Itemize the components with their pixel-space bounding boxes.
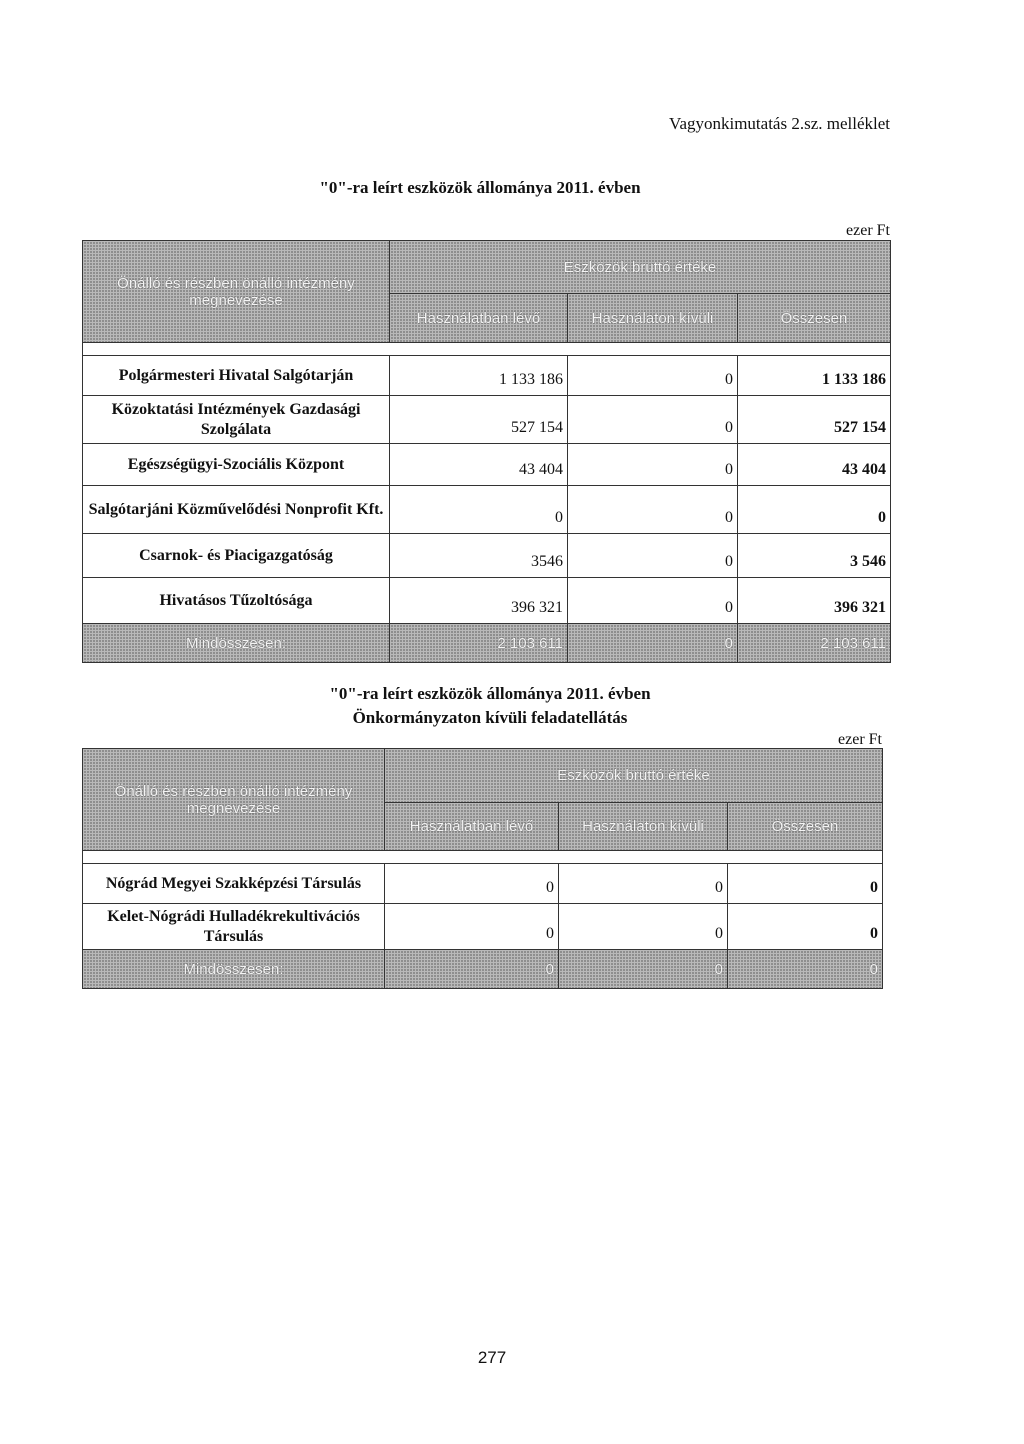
header-out-of-use: Használaton kívüli [559, 803, 728, 851]
total-label: Mindösszesen: [83, 624, 390, 663]
annex-label: Vagyonkimutatás 2.sz. melléklet [669, 114, 890, 133]
value-in-use: 0 [390, 486, 568, 534]
institution-name: Kelet-Nógrádi Hulladékrekultivációs Társulás [83, 904, 385, 950]
value-in-use: 3546 [390, 534, 568, 578]
value-out-of-use: 0 [568, 534, 738, 578]
value-out-of-use: 0 [559, 904, 728, 950]
total-in-use: 0 [385, 950, 559, 989]
value-in-use: 43 404 [390, 444, 568, 486]
value-total: 0 [728, 864, 883, 904]
table1-unit: ezer Ft [846, 222, 890, 239]
total-in-use: 2 103 611 [390, 624, 568, 663]
table2-title: "0"-ra leírt eszközök állománya 2011. évben [329, 684, 651, 703]
total-out-of-use: 0 [559, 950, 728, 989]
page-number: 277 [477, 1348, 507, 1367]
total-total: 2 103 611 [738, 624, 891, 663]
value-in-use: 527 154 [390, 396, 568, 444]
value-out-of-use: 0 [568, 444, 738, 486]
institution-name: Hivatásos Tűzoltósága [83, 578, 390, 624]
header-in-use: Használatban lévő [385, 803, 559, 851]
institution-name: Nógrád Megyei Szakképzési Társulás [83, 864, 385, 904]
value-total: 396 321 [738, 578, 891, 624]
institution-name: Egészségügyi-Szociális Központ [83, 444, 390, 486]
value-out-of-use: 0 [568, 486, 738, 534]
value-in-use: 396 321 [390, 578, 568, 624]
total-out-of-use: 0 [568, 624, 738, 663]
table1-title: "0"-ra leírt eszközök állománya 2011. évben [319, 178, 641, 197]
value-out-of-use: 0 [568, 356, 738, 396]
value-total: 43 404 [738, 444, 891, 486]
value-in-use: 0 [385, 904, 559, 950]
table-row [83, 904, 883, 950]
total-total: 0 [728, 950, 883, 989]
institution-name: Közoktatási Intézmények Gazdasági Szolgálata [83, 396, 390, 444]
header-total: Összesen [738, 294, 891, 343]
value-total: 3 546 [738, 534, 891, 578]
value-total: 0 [738, 486, 891, 534]
institution-name: Csarnok- és Piacigazgatóság [83, 534, 390, 578]
total-row [83, 950, 883, 989]
value-out-of-use: 0 [559, 864, 728, 904]
table-row [83, 486, 891, 534]
value-total: 0 [728, 904, 883, 950]
assets-table-2 [82, 748, 883, 989]
value-out-of-use: 0 [568, 396, 738, 444]
header-group: Eszközök bruttó értéke [390, 241, 891, 294]
value-total: 1 133 186 [738, 356, 891, 396]
table2-subtitle: Önkormányzaton kívüli feladatellátás [352, 708, 628, 727]
value-total: 527 154 [738, 396, 891, 444]
table-row [83, 534, 891, 578]
table-row [83, 444, 891, 486]
value-out-of-use: 0 [568, 578, 738, 624]
total-label: Mindösszesen: [83, 950, 385, 989]
header-group: Eszközök bruttó értéke [385, 749, 883, 803]
table-row [83, 356, 891, 396]
header-in-use: Használatban lévő [390, 294, 568, 343]
header-name-col: Önálló és részben önálló intézmény megnevezése [83, 241, 390, 343]
table-row [83, 578, 891, 624]
total-row [83, 624, 891, 663]
value-in-use: 0 [385, 864, 559, 904]
table-row [83, 396, 891, 444]
value-in-use: 1 133 186 [390, 356, 568, 396]
table-row [83, 864, 883, 904]
header-name-col: Önálló és részben önálló intézmény megnevezése [83, 749, 385, 851]
header-out-of-use: Használaton kívüli [568, 294, 738, 343]
table2-unit: ezer Ft [838, 731, 882, 748]
institution-name: Salgótarjáni Közművelődési Nonprofit Kft. [83, 486, 390, 534]
header-total: Összesen [728, 803, 883, 851]
institution-name: Polgármesteri Hivatal Salgótarján [83, 356, 390, 396]
assets-table-1 [82, 240, 891, 663]
